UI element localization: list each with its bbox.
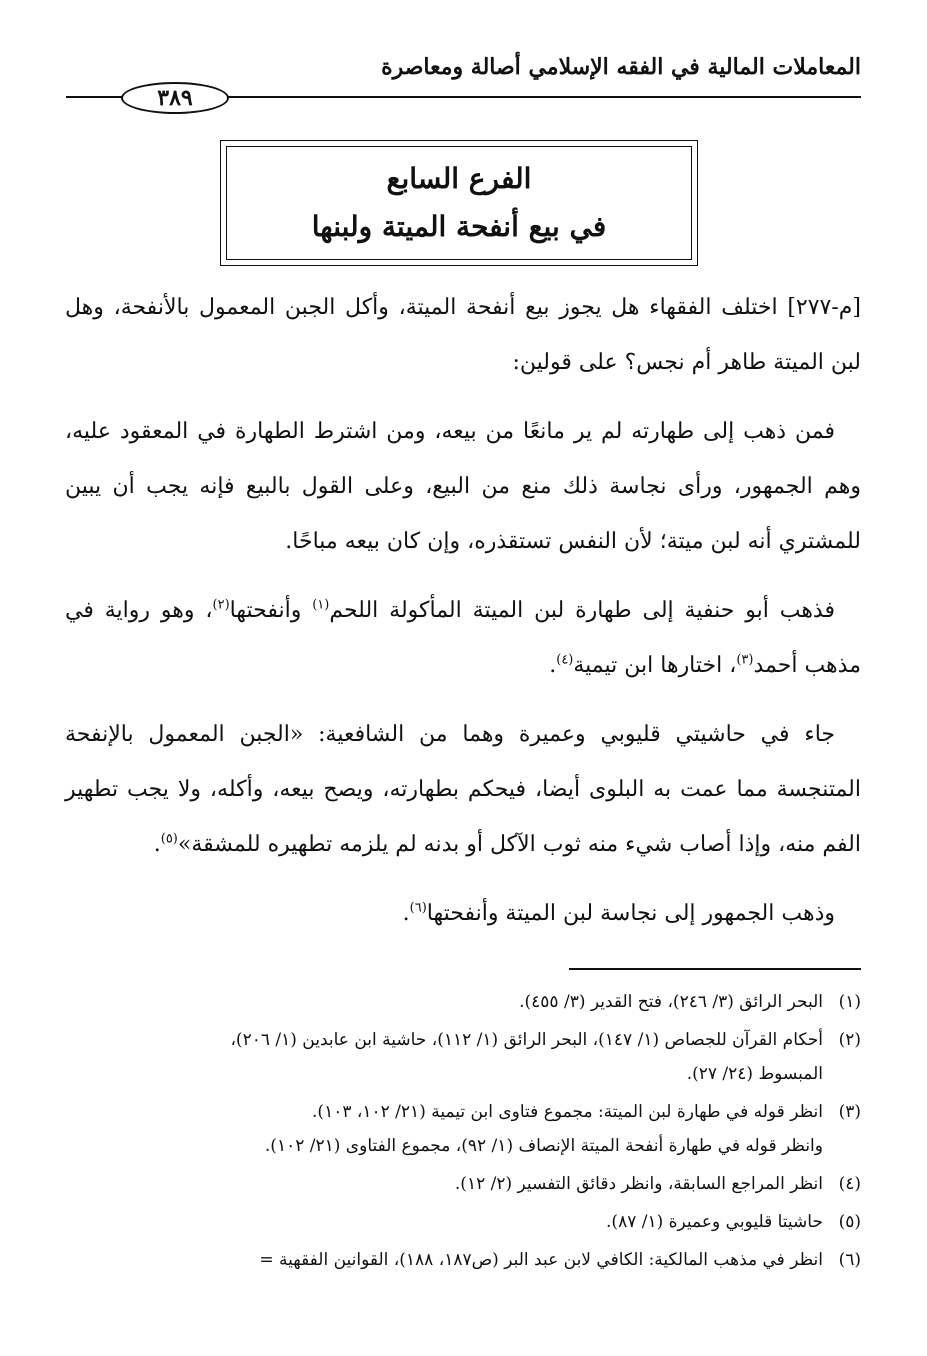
section-heading: الفرع السابع (386, 162, 532, 195)
paragraph-text: . (549, 653, 557, 678)
paragraph-4 (65, 707, 861, 872)
footnote-ref[interactable]: (٦) (409, 900, 427, 916)
footnote-line: انظر في مذهب المالكية: الكافي لابن عبد البر (ص١٨٧، ١٨٨)، القوانين الفقهية = (259, 1250, 823, 1270)
footnote-5 (61, 1205, 861, 1239)
footnotes (61, 985, 861, 1281)
footnote-ref[interactable]: (٢) (212, 597, 230, 613)
body-text (65, 280, 861, 955)
footnote-1 (61, 985, 861, 1019)
paragraph-text: وذهب الجمهور إلى نجاسة لبن الميتة وأنفحتها (426, 901, 835, 926)
footnote-text (61, 985, 823, 1019)
footnote-3 (61, 1095, 861, 1163)
footnote-ref[interactable]: (٤) (556, 652, 574, 668)
footnote-ref[interactable]: (١) (312, 597, 330, 613)
footnote-text (61, 1023, 823, 1091)
paragraph-text: ، وهو رواية في مذهب أحمد (65, 598, 861, 678)
footnote-ref[interactable]: (٥) (160, 831, 178, 847)
paragraph-text: . (402, 901, 410, 926)
paragraph-text: ، اختارها ابن تيمية (573, 653, 737, 678)
footnote-number: (٢) (838, 1030, 861, 1050)
footnote-line: انظر قوله في طهارة لبن الميتة: مجموع فتاوى ابن تيمية (٢١/ ١٠٢، ١٠٣). (312, 1102, 823, 1122)
page-number-badge (121, 82, 229, 114)
footnote-line: حاشيتا قليوبي وعميرة (١/ ٨٧). (606, 1212, 823, 1232)
paragraph-text: [م-٢٧٧] اختلف الفقهاء هل يجوز بيع أنفحة الميتة، وأكل الجبن المعمول بالأنفحة، وهل لبن الميتة طاهر أم نجس؟ على قولين: (65, 295, 861, 375)
footnote-line: المبسوط (٢٤/ ٢٧). (686, 1064, 823, 1084)
footnote-line: أحكام القرآن للجصاص (١/ ١٤٧)، البحر الرائق (١/ ١١٢)، حاشية ابن عابدين (١/ ٢٠٦)، (230, 1030, 823, 1050)
paragraph-text: فمن ذهب إلى طهارته لم ير مانعًا من بيعه، ومن اشترط الطهارة في المعقود عليه، وهم الجمهور، ورأى نجاسة ذلك منع من البيع، وعلى القول بالبيع فإنه يجب أن يبين للمشتري أنه لبن ميتة؛ لأن النفس تستقذره، وإن كان بيعه مباحًا. (65, 419, 861, 554)
footnote-number: (٦) (838, 1250, 861, 1270)
book-title: المعاملات المالية في الفقه الإسلامي أصالة ومعاصرة (381, 54, 861, 80)
footnote-2 (61, 1023, 861, 1091)
paragraph-text: جاء في حاشيتي قليوبي وعميرة وهما من الشافعية: «الجبن المعمول بالإنفحة المتنجسة مما عمت به البلوى أيضا، فيحكم بطهارته، ويصح بيعه، وأكله، ولا يجب تطهير الفم منه، وإذا أصاب شيء منه ثوب الآكل أو بدنه لم يلزمه تطهيره للمشقة» (65, 722, 861, 857)
footnote-number: (٤) (838, 1174, 861, 1194)
section-title-inner-frame (226, 146, 692, 260)
running-header (66, 52, 861, 112)
paragraph-text: . (153, 832, 161, 857)
section-title-frame (220, 140, 698, 266)
footnote-number: (٣) (838, 1102, 861, 1122)
footnote-number: (٥) (838, 1212, 861, 1232)
paragraph-5 (65, 886, 861, 941)
footnote-line: البحر الرائق (٣/ ٢٤٦)، فتح القدير (٣/ ٤٥٥). (519, 992, 823, 1012)
footnote-line: وانظر قوله في طهارة أنفحة الميتة الإنصاف (١/ ٩٢)، مجموع الفتاوى (٢١/ ١٠٢). (264, 1136, 823, 1156)
page-number: ٣٨٩ (157, 85, 193, 111)
footnote-text (61, 1243, 823, 1277)
footnote-separator (569, 968, 861, 970)
paragraph-2 (65, 404, 861, 569)
section-subheading: في بيع أنفحة الميتة ولبنها (311, 210, 607, 243)
footnote-text (61, 1167, 823, 1201)
paragraph-1 (65, 280, 861, 390)
footnote-number: (١) (838, 992, 861, 1012)
footnote-line: انظر المراجع السابقة، وانظر دقائق التفسير (٢/ ١٢). (454, 1174, 823, 1194)
footnote-text (61, 1205, 823, 1239)
paragraph-text: فذهب أبو حنفية إلى طهارة لبن الميتة المأكولة اللحم (329, 598, 835, 623)
footnote-text (61, 1095, 823, 1163)
footnote-ref[interactable]: (٣) (736, 652, 754, 668)
footnote-4 (61, 1167, 861, 1201)
footnote-6 (61, 1243, 861, 1277)
paragraph-text: وأنفحتها (229, 598, 302, 623)
paragraph-3 (65, 583, 861, 693)
